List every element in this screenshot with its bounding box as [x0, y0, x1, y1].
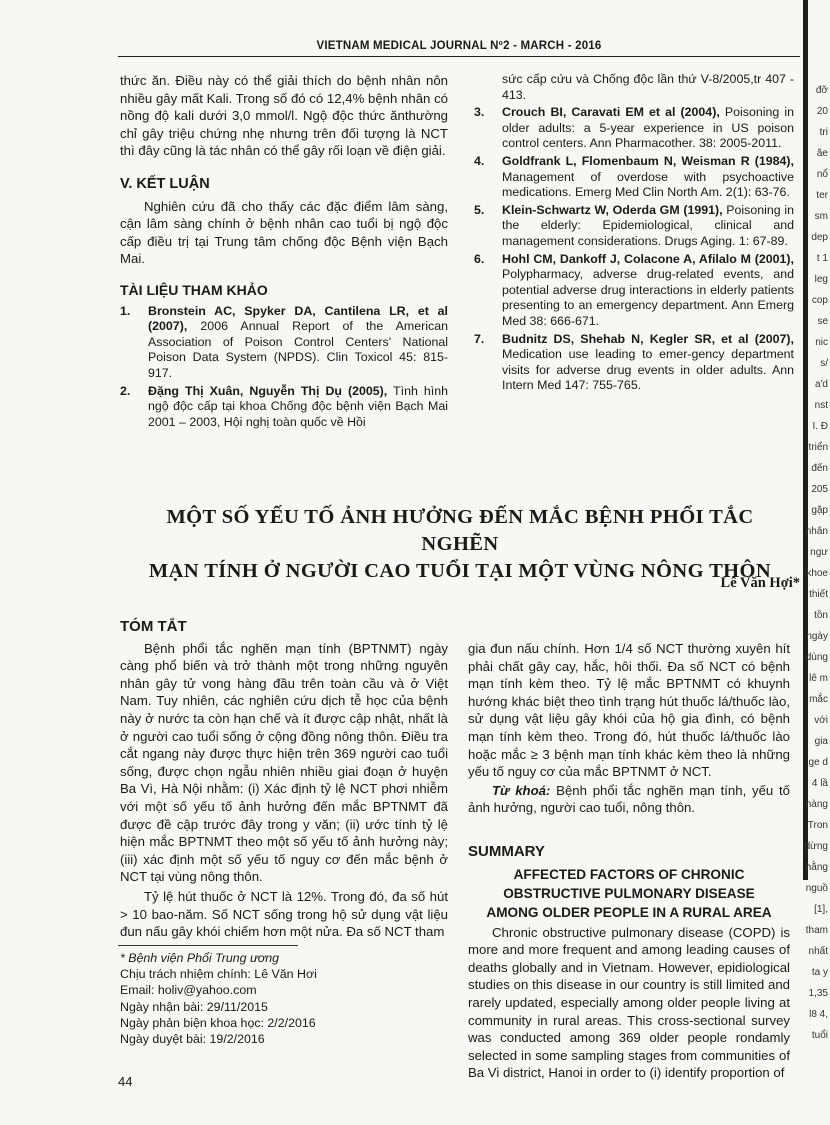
- reference-authors: Đặng Thị Xuân, Nguyễn Thị Dụ (2005),: [148, 383, 388, 398]
- summary-title-line-3: AMONG OLDER PEOPLE IN A RURAL AREA: [486, 904, 772, 920]
- footnote-received: Ngày nhận bài: 29/11/2015: [120, 999, 268, 1014]
- reference-text: Tình hình ngộ độc cấp tại khoa Chống độc bệnh viện Bạch Mai 2001 – 2003, Hội nghị toàn quốc về Hồi: [148, 383, 448, 429]
- reference-authors: Budnitz DS, Shehab N, Kegler SR, et al (2007),: [502, 331, 794, 346]
- edge-fragment: thiết: [809, 589, 828, 600]
- reference-number: 5.: [474, 202, 485, 217]
- references-heading: TÀI LIỆU THAM KHẢO: [120, 281, 268, 298]
- author-name: Lê Văn Hợi*: [720, 575, 800, 591]
- abstract-paragraph-2: Tỷ lệ hút thuốc ở NCT là 12%. Trong đó, đa số hút > 10 bao-năm. Số NCT sống trong hộ sử dụng vật liệu đun nấu gây khói chiếm hơn một nửa. Đa số NCT tham: [120, 888, 448, 940]
- reference-item: [474, 252, 794, 330]
- references-left-list: [120, 304, 448, 431]
- footnote-email: Email: holiv@yahoo.com: [120, 983, 257, 998]
- reference-body: [502, 105, 794, 152]
- edge-fragment: a'd: [814, 379, 828, 390]
- keywords-text: Bệnh phổi tắc nghẽn mạn tính, yếu tố ảnh hưởng, người cao tuổi, nông thôn.: [468, 782, 790, 816]
- edge-fragment: nổ: [816, 169, 828, 180]
- reference-number: 4.: [474, 153, 485, 168]
- abstract-heading: TÓM TẮT: [120, 618, 187, 635]
- reference-body: [148, 304, 448, 382]
- edge-fragment: ngư: [810, 547, 828, 558]
- edge-fragment: nhất: [808, 946, 828, 957]
- edge-fragment: t 1: [816, 253, 828, 264]
- edge-fragment: nhân: [805, 526, 828, 537]
- edge-fragment: dừng: [804, 841, 828, 852]
- edge-fragment: hằng: [805, 862, 828, 873]
- scan-edge-bleed: [798, 0, 830, 1125]
- reference-number: 1.: [120, 303, 131, 318]
- summary-title: [468, 865, 790, 922]
- reference-authors: Goldfrank L, Flomenbaum N, Weisman R (1984),: [502, 153, 794, 168]
- edge-fragment: tuổi: [811, 1030, 828, 1041]
- continued-paragraph: thức ăn. Điều này có thể giải thích do bệnh nhân nôn nhiều gây mất Kali. Trong số đó có 12,4% bệnh nhân có nồng độ kali dưới 3,0 mmol/l. Ngộ độc thức ănthường chỉ gây triệu chứng nhẹ nhưng trên đối tượng là NCT thì đây cũng là tác nhân có thể gây rối loạn về điện giải.: [120, 73, 448, 159]
- header-rule: [118, 56, 800, 57]
- title-line-1: MỘT SỐ YẾU TỐ ẢNH HƯỞNG ĐẾN MẮC BỆNH PHỔI TẮC NGHẼN: [166, 506, 754, 555]
- conclusion-heading: V. KẾT LUẬN: [120, 175, 210, 192]
- edge-fragment: với: [814, 715, 828, 726]
- keywords-label: Từ khoá:: [492, 782, 551, 798]
- edge-fragment: Tron: [807, 820, 828, 831]
- edge-fragment: 1,35: [808, 988, 828, 999]
- footnote: [120, 950, 450, 1047]
- edge-fragment: khoe: [806, 568, 828, 579]
- edge-fragment: nst: [814, 400, 828, 411]
- edge-fragment: 4 lầ: [811, 778, 828, 789]
- edge-fragment: tri: [819, 127, 828, 138]
- left-top-column: [120, 72, 448, 432]
- reference-text: Poisoning in older adults: a 5-year experience in US poison control centers. Ann Pharmacother. 38: 2005-2011.: [502, 105, 794, 151]
- reference-item: [120, 304, 448, 382]
- reference-number: 7.: [474, 331, 485, 346]
- edge-fragment: hàng: [805, 799, 828, 810]
- reference-body: [502, 154, 794, 201]
- footnote-responsible: Chịu trách nhiệm chính: Lê Văn Hơi: [120, 967, 317, 982]
- footnote-reviewed: Ngày phản biện khoa học: 2/2/2016: [120, 1015, 316, 1030]
- reference-item: [474, 105, 794, 152]
- edge-fragment: dep: [811, 232, 828, 243]
- reference-continued: sức cấp cứu và Chống độc lần thứ V-8/2005,tr 407 - 413.: [502, 72, 794, 102]
- edge-fragment: lê m: [809, 673, 828, 684]
- footnote-rule: [118, 945, 298, 946]
- reference-body: [502, 203, 794, 250]
- reference-body: [148, 384, 448, 431]
- reference-body: [502, 332, 794, 394]
- reference-text: Poisoning in the elderly: Epidemiological, clinical and management considerations. Drugs Aging. 1: 67-89.: [502, 202, 794, 248]
- reference-text: Management of overdose with psychoactive medications. Emerg Med Clin North Am. 2(1): 63-76.: [502, 169, 794, 200]
- edge-fragment: ngày: [806, 631, 828, 642]
- reference-text: 2006 Annual Report of the American Association of Poison Control Centers' National Poison Data System (NPDS). Clin Toxicol 45: 815-917.: [148, 319, 448, 380]
- edge-fragment: gặp: [811, 505, 828, 516]
- summary-title-line-2: OBSTRUCTIVE PULMONARY DISEASE: [503, 885, 755, 901]
- edge-fragment: 205: [811, 484, 828, 495]
- edge-fragment: dùng: [805, 652, 828, 663]
- edge-fragment: s/: [820, 358, 828, 369]
- reference-item: [474, 154, 794, 201]
- reference-item: [474, 332, 794, 394]
- reference-item: [120, 384, 448, 431]
- edge-fragment: triển: [808, 442, 828, 453]
- abstract-right-column: [468, 640, 790, 1082]
- reference-authors: Hohl CM, Dankoff J, Colacone A, Afilalo M (2001),: [502, 251, 794, 266]
- edge-fragment: ge d: [808, 757, 828, 768]
- edge-fragment: l8 4,: [809, 1009, 828, 1020]
- journal-header: VIETNAM MEDICAL JOURNAL Nº2 - MARCH - 2016: [316, 40, 602, 52]
- edge-fragment: tồn: [814, 610, 828, 621]
- edge-fragment: I. Đ: [812, 421, 828, 432]
- summary-heading: SUMMARY: [468, 842, 545, 860]
- edge-fragment: ta y: [811, 967, 828, 978]
- reference-authors: Bronstein AC, Spyker DA, Cantilena LR, et al (2007),: [148, 303, 448, 334]
- edge-fragment: ăe: [816, 148, 828, 159]
- edge-fragment: cop: [811, 295, 828, 306]
- edge-fragment: 20: [816, 106, 828, 117]
- abstract-paragraph-1: Bệnh phổi tắc nghẽn mạn tính (BPTNMT) ngày càng phổ biến và trở thành một trong những nguyên nhân gây tử vong hàng đầu trên toàn cầu và ở Việt Nam. Tuy nhiên, các nghiên cứu dịch tễ học của bệnh này ở nước ta còn hạn chế và ít được cập nhật, nhất là ở người cao tuổi sống ở cộng đồng nông thôn. Điều tra cắt ngang này được thực hiện trên 369 người cao tuổi sống, được chọn ngẫu nhiên nhiều giai đoạn ở huyện Ba Vì, Hà Nội nhằm: (i) Xác định tỷ lệ NCT phơi nhiễm với một số yếu tố ảnh hưởng đến mắc BPTNMT đã được đề cập trước đây trong y văn; (ii) ước tính tỷ lệ hiện mắc BPTNMT theo một số yếu tố ảnh hưởng này; (iii) xác định một số yếu tố nguy cơ đến mắc bệnh ở NCT tại vùng nông thôn.: [120, 640, 448, 885]
- reference-number: 2.: [120, 383, 131, 398]
- edge-fragment: mắc: [809, 694, 828, 705]
- reference-item: [474, 203, 794, 250]
- footnote-affiliation: * Bệnh viện Phổi Trung ương: [120, 951, 280, 965]
- reference-text: Polypharmacy, adverse drug-related events, and potential adverse drug interactions in elderly patients presenting to an emergency department. Ann Emerg Med 38: 666-671.: [502, 267, 794, 328]
- edge-fragment: nguồ: [805, 883, 828, 894]
- edge-fragment: nic: [815, 337, 828, 348]
- reference-authors: Crouch BI, Caravati EM et al (2004),: [502, 105, 720, 120]
- edge-fragment: se: [817, 316, 828, 327]
- edge-fragment: tham: [805, 925, 828, 936]
- reference-text: Medication use leading to emer-gency department visits for adverse drug events in older adults. Ann Intern Med 147: 755-765.: [502, 347, 794, 393]
- summary-title-line-1: AFFECTED FACTORS OF CHRONIC: [513, 866, 745, 882]
- article-title: [130, 504, 790, 585]
- conclusion-text: Nghiên cứu đã cho thấy các đặc điểm lâm sàng, cận lâm sàng chính ở bệnh nhân cao tuổi bị ngộ độc cấp điều trị tại Trung tâm chống độc Bệnh viện Bạch Mai.: [120, 198, 448, 267]
- edge-fragment: leg: [814, 274, 828, 285]
- keywords: [468, 782, 790, 817]
- reference-number: 3.: [474, 105, 485, 120]
- scan-edge-bar: [803, 0, 808, 880]
- reference-number: 6.: [474, 251, 485, 266]
- abstract-continued: gia đun nấu chính. Hơn 1/4 số NCT thường xuyên hít phải chất gây cay, hắc, hôi thối. Đa số NCT có bệnh mạn tính kèm theo. Tỷ lệ mắc BPTNMT có khuynh hướng khác biệt theo tình trạng hút thuốc lá/thuốc lào, sử dụng vật liệu gây khói của hộ gia đình, có bệnh mạn tính kèm theo. Trong đó, hút thuốc lá/thuốc lào hoặc mắc ≥ 3 bệnh mạn tính khác kèm theo là những yếu tố nguy cơ của mắc BPTNMT ở NCT.: [468, 641, 790, 780]
- edge-fragment: ter: [816, 190, 828, 201]
- title-line-2: MẠN TÍNH Ở NGƯỜI CAO TUỔI TẠI MỘT VÙNG NÔNG THÔN: [148, 560, 772, 582]
- reference-authors: Klein-Schwartz W, Oderda GM (1991),: [502, 202, 723, 217]
- summary-text: Chronic obstructive pulmonary disease (COPD) is more and more frequent and among leading causes of deaths globally and in Vietnam. However, epidiological studies on this disease in our country is still limited and rarely updated, especially among older people living at community in rural areas. This cross-sectional survey was conducted among 369 older people rondamly selected in some sampling stages from communities of Ba Vi district, Hanoi in order to (i) identify proportion of: [468, 924, 790, 1081]
- abstract-left-column: [120, 618, 448, 941]
- page-number: 44: [118, 1074, 133, 1089]
- footnote-accepted: Ngày duyệt bài: 19/2/2016: [120, 1032, 265, 1047]
- edge-fragment: sm: [814, 211, 828, 222]
- reference-body: [502, 252, 794, 330]
- edge-fragment: đỡ: [815, 85, 828, 96]
- edge-fragment: đến: [811, 463, 828, 474]
- edge-fragment: gia: [814, 736, 828, 747]
- references-right-list: [474, 105, 794, 394]
- edge-fragment: [1],: [814, 904, 828, 915]
- right-top-column: [474, 72, 794, 396]
